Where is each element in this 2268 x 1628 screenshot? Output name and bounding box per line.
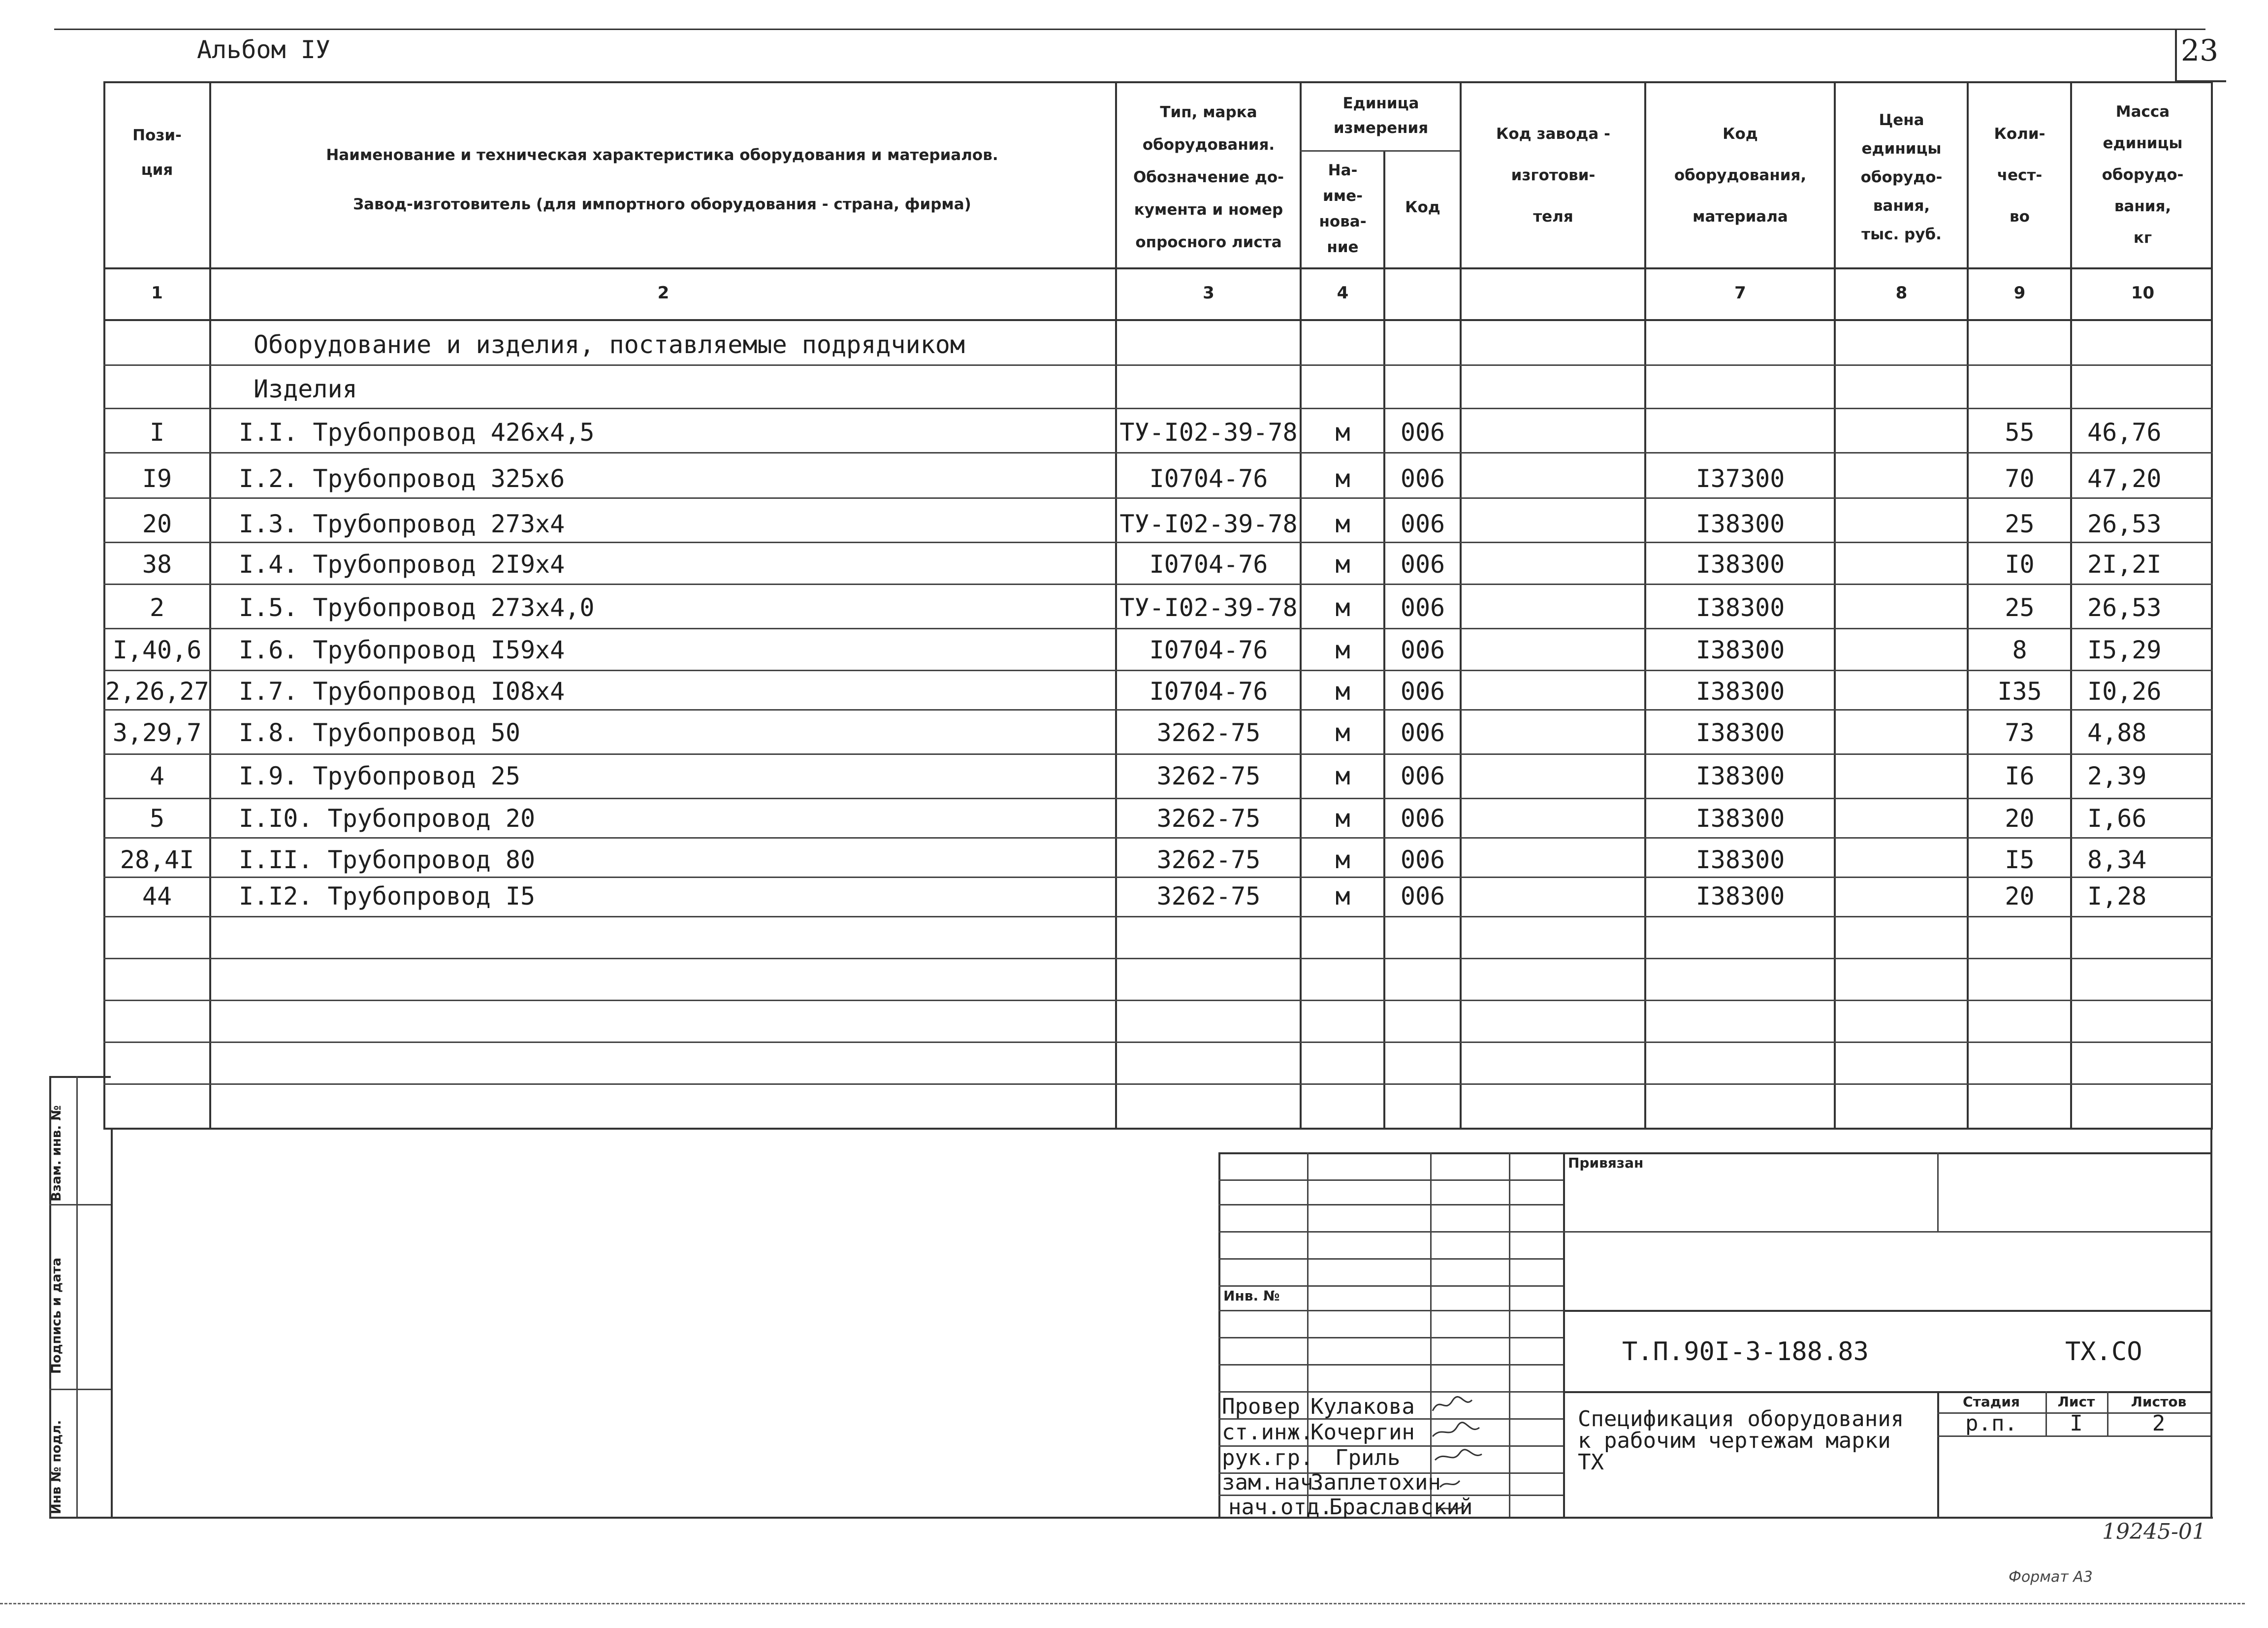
row-mass: 47,20 <box>2087 464 2162 493</box>
row-code: 006 <box>1400 762 1445 790</box>
row-material-code: I38300 <box>1695 510 1785 538</box>
row-name: I.2. Трубопровод 325х6 <box>239 464 565 493</box>
row-doc: I0704-76 <box>1149 550 1268 579</box>
row-doc: 3262-75 <box>1156 882 1261 911</box>
row-quantity: 20 <box>2005 804 2035 833</box>
row-quantity: 73 <box>2005 718 2035 747</box>
row-material-code: I38300 <box>1695 550 1785 579</box>
colnum-4: 4 <box>1337 283 1349 303</box>
document-mark: ТХ.СО <box>2065 1337 2142 1367</box>
row-code: 006 <box>1400 418 1445 447</box>
header-material-code: Код оборудования, материала <box>1674 125 1807 226</box>
staff-role: рук.гр. <box>1222 1445 1313 1470</box>
row-position: I,40,6 <box>112 636 202 664</box>
row-mass: I0,26 <box>2087 677 2162 706</box>
header-type: Тип, марка оборудования. Обозначение до- кумента и номер опросного листа <box>1133 103 1284 251</box>
row-doc: I0704-76 <box>1149 677 1268 706</box>
row-mass: 8,34 <box>2087 846 2147 874</box>
row-doc: ТУ-I02-39-78 <box>1119 593 1298 622</box>
header-unit-group: Единица измерения <box>1333 95 1429 137</box>
colnum-2: 2 <box>657 283 670 303</box>
side-label-signature: Подпись и дата <box>49 1257 64 1374</box>
row-doc: I0704-76 <box>1149 464 1268 493</box>
staff-role: зам.нач. <box>1222 1470 1326 1495</box>
row-mass: 46,76 <box>2087 418 2162 447</box>
row-doc: 3262-75 <box>1156 762 1261 790</box>
row-position: 3,29,7 <box>112 718 202 747</box>
row-quantity: I5 <box>2005 846 2035 874</box>
row-unit: м <box>1335 418 1350 447</box>
sheet-label: Лист <box>2057 1394 2095 1410</box>
row-unit: м <box>1335 677 1350 706</box>
row-position: 2,26,27 <box>105 677 209 706</box>
header-mass: Масса единицы оборудо- вания, кг <box>2102 103 2184 247</box>
document-title: Спецификация оборудования к рабочим чертежам марки ТХ <box>1578 1406 1904 1475</box>
sheet-value: I <box>2070 1411 2083 1436</box>
row-quantity: 70 <box>2005 464 2035 493</box>
row-name: I.I2. Трубопровод I5 <box>239 882 536 911</box>
row-doc: 3262-75 <box>1156 846 1261 874</box>
header-position: Пози- ция <box>132 127 182 179</box>
row-unit: м <box>1335 804 1350 833</box>
staff-name: Браславский <box>1329 1495 1473 1520</box>
inv-label: Инв. № <box>1223 1288 1280 1304</box>
archive-number: 19245-01 <box>2102 1519 2206 1544</box>
row-code: 006 <box>1400 510 1445 538</box>
row-mass: 2I,2I <box>2087 550 2162 579</box>
row-material-code: I38300 <box>1695 882 1785 911</box>
row-unit: м <box>1335 846 1350 874</box>
row-position: 20 <box>142 510 172 538</box>
colnum-7: 7 <box>1734 283 1746 303</box>
row-code: 006 <box>1400 593 1445 622</box>
header-factory-code: Код завода - изготови- теля <box>1496 125 1610 226</box>
row-doc: 3262-75 <box>1156 718 1261 747</box>
row-name: I.9. Трубопровод 25 <box>239 762 520 790</box>
sheets-label: Листов <box>2131 1394 2187 1410</box>
row-material-code: I37300 <box>1695 464 1785 493</box>
row-code: 006 <box>1400 804 1445 833</box>
row-code: 006 <box>1400 718 1445 747</box>
row-mass: 26,53 <box>2087 593 2162 622</box>
row-position: 4 <box>149 762 165 790</box>
row-unit: м <box>1335 593 1350 622</box>
row-quantity: 25 <box>2005 593 2035 622</box>
page-number: 23 <box>2180 33 2219 68</box>
row-material-code: I38300 <box>1695 677 1785 706</box>
row-mass: 2,39 <box>2087 762 2147 790</box>
side-label-inv-original: Инв № подл. <box>49 1420 64 1514</box>
row-material-code: I38300 <box>1695 718 1785 747</box>
row-code: 006 <box>1400 550 1445 579</box>
row-material-code: I38300 <box>1695 804 1785 833</box>
colnum-10: 10 <box>2131 283 2155 303</box>
row-name: I.5. Трубопровод 273х4,0 <box>239 593 595 622</box>
row-quantity: 55 <box>2005 418 2035 447</box>
row-position: I9 <box>142 464 172 493</box>
row-quantity: 25 <box>2005 510 2035 538</box>
colnum-1: 1 <box>151 283 163 303</box>
header-quantity: Коли- чест- во <box>1994 125 2045 226</box>
row-code: 006 <box>1400 882 1445 911</box>
row-name: I.I. Трубопровод 426х4,5 <box>239 418 595 447</box>
row-position: I <box>149 418 165 447</box>
row-mass: I5,29 <box>2087 636 2162 664</box>
row-mass: I,66 <box>2087 804 2147 833</box>
row-name: I.3. Трубопровод 273х4 <box>239 510 565 538</box>
row-doc: I0704-76 <box>1149 636 1268 664</box>
row-unit: м <box>1335 882 1350 911</box>
row-position: 44 <box>142 882 172 911</box>
row-doc: ТУ-I02-39-78 <box>1119 510 1298 538</box>
row-name: I.II. Трубопровод 80 <box>239 846 536 874</box>
row-quantity: I35 <box>1997 677 2042 706</box>
staff-name: Заплетохин <box>1310 1470 1441 1495</box>
row-code: 006 <box>1400 677 1445 706</box>
row-material-code: I38300 <box>1695 593 1785 622</box>
row-unit: м <box>1335 718 1350 747</box>
header-price: Цена единицы оборудо- вания, тыс. руб. <box>1860 111 1943 243</box>
row-mass: 4,88 <box>2087 718 2147 747</box>
row-doc: 3262-75 <box>1156 804 1261 833</box>
row-name: I.6. Трубопровод I59х4 <box>239 636 565 664</box>
row-material-code: I38300 <box>1695 846 1785 874</box>
row-unit: м <box>1335 762 1350 790</box>
row-position: 5 <box>149 804 165 833</box>
sheets-value: 2 <box>2152 1411 2166 1436</box>
album-label: Альбом IУ <box>197 35 330 64</box>
section-title: Оборудование и изделия, поставляемые подрядчиком <box>254 330 965 359</box>
row-name: I.4. Трубопровод 2I9х4 <box>239 550 565 579</box>
row-quantity: 20 <box>2005 882 2035 911</box>
row-code: 006 <box>1400 846 1445 874</box>
header-name: Наименование и техническая характеристика оборудования и материалов. Завод-изготовитель (для импортного оборудования - страна, фирма) <box>326 146 998 213</box>
row-material-code: I38300 <box>1695 636 1785 664</box>
side-label-replace-inv: Взам. инв. № <box>49 1105 64 1202</box>
stage-label: Стадия <box>1963 1394 2020 1410</box>
row-quantity: 8 <box>2012 636 2027 664</box>
signature-marks <box>1430 1391 1563 1517</box>
document-code: Т.П.90I-3-188.83 <box>1622 1337 1869 1367</box>
colnum-8: 8 <box>1895 283 1908 303</box>
row-name: I.8. Трубопровод 50 <box>239 718 520 747</box>
row-quantity: I6 <box>2005 762 2035 790</box>
row-position: 2 <box>149 593 165 622</box>
row-material-code: I38300 <box>1695 762 1785 790</box>
row-unit: м <box>1335 464 1350 493</box>
staff-name: Кулакова <box>1310 1394 1415 1419</box>
staff-role: нач.отд. <box>1228 1495 1333 1520</box>
row-position: 28,4I <box>120 846 194 874</box>
staff-name: Гриль <box>1335 1445 1401 1470</box>
format-note: Формат А3 <box>2009 1568 2093 1586</box>
row-doc: ТУ-I02-39-78 <box>1119 418 1298 447</box>
bottom-dashed-line <box>0 1603 2245 1604</box>
tied-label: Привязан <box>1568 1155 1644 1171</box>
row-quantity: I0 <box>2005 550 2035 579</box>
row-unit: м <box>1335 636 1350 664</box>
row-position: 38 <box>142 550 172 579</box>
row-mass: 26,53 <box>2087 510 2162 538</box>
row-code: 006 <box>1400 636 1445 664</box>
header-unit-name: На- име- нова- ние <box>1319 162 1367 256</box>
row-name: I.7. Трубопровод I08х4 <box>239 677 565 706</box>
row-mass: I,28 <box>2087 882 2147 911</box>
colnum-9: 9 <box>2013 283 2026 303</box>
colnum-3: 3 <box>1203 283 1214 303</box>
header-unit-code: Код <box>1405 198 1440 216</box>
staff-role: Провер <box>1222 1394 1300 1419</box>
row-code: 006 <box>1400 464 1445 493</box>
row-unit: м <box>1335 510 1350 538</box>
staff-name: Кочергин <box>1310 1420 1415 1445</box>
staff-role: ст.инж. <box>1222 1420 1313 1445</box>
stage-value: р.п. <box>1965 1411 2017 1436</box>
subsection-title: Изделия <box>254 375 357 403</box>
row-name: I.I0. Трубопровод 20 <box>239 804 536 833</box>
row-unit: м <box>1335 550 1350 579</box>
